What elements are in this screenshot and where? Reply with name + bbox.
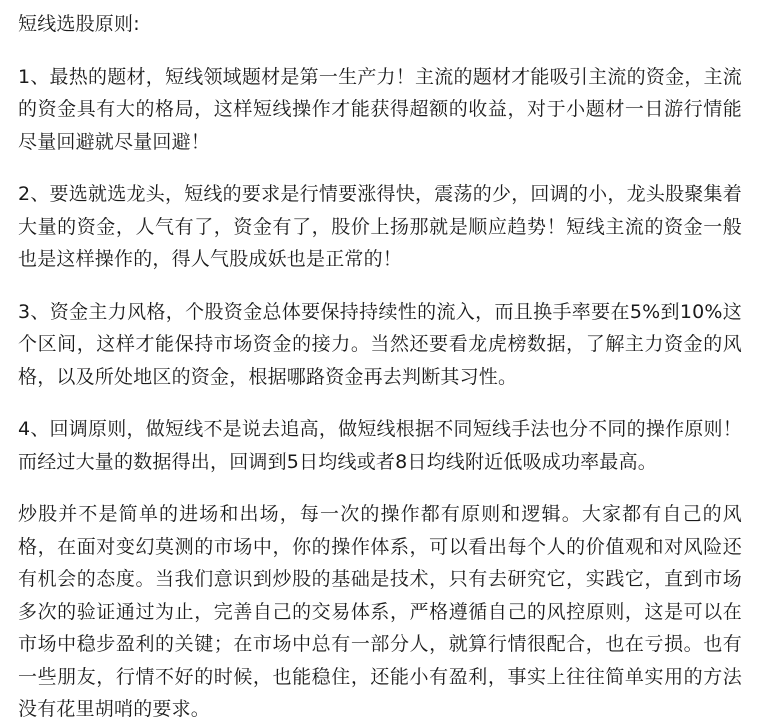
paragraph-leader-stock: 2、要选就选龙头，短线的要求是行情要涨得快，震荡的少，回调的小，龙头股聚集着大量的资金，人气有了，资金有了，股价上扬那就是顺应趋势！短线主流的资金一般也是这样操作的，得人气股成妖也是正常的！	[18, 183, 742, 270]
paragraph-pullback-rule: 4、回调原则，做短线不是说去追高，做短线根据不同短线手法也分不同的操作原则！而经过大量的数据得出，回调到5日均线或者8日均线附近低吸成功率最高。	[18, 418, 742, 473]
article-heading: 短线选股原则:	[18, 13, 140, 35]
paragraph-capital-style: 3、资金主力风格，个股资金总体要保持持续性的流入，而且换手率要在5%到10%这个区间，这样才能保持市场资金的接力。当然还要看龙虎榜数据，了解主力资金的风格，以及所处地区的资金，根据哪路资金再去判断其习性。	[18, 300, 742, 388]
paragraph-summary: 炒股并不是简单的进场和出场，每一次的操作都有原则和逻辑。大家都有自己的风格，在面对变幻莫测的市场中，你的操作体系，可以看出每个人的价值观和对风险还有机会的态度。当我们意识到炒股的基础是技术，只有去研究它，实践它，直到市场多次的验证通过为止，完善自己的交易体系，严格遵循自己的风控原则，这是可以在市场中稳步盈利的关键；在市场中总有一部分人，就算行情很配合，也在亏损。也有一些朋友，行情不好的时候，也能稳住，还能小有盈利，事实上往往简单实用的方法没有花里胡哨的要求。	[18, 503, 742, 720]
paragraph-hot-topic: 1、最热的题材，短线领域题材是第一生产力！主流的题材才能吸引主流的资金，主流的资金具有大的格局，这样短线操作才能获得超额的收益，对于小题材一日游行情能尽量回避就尽量回避！	[18, 65, 742, 153]
article-body	[18, 8, 742, 726]
